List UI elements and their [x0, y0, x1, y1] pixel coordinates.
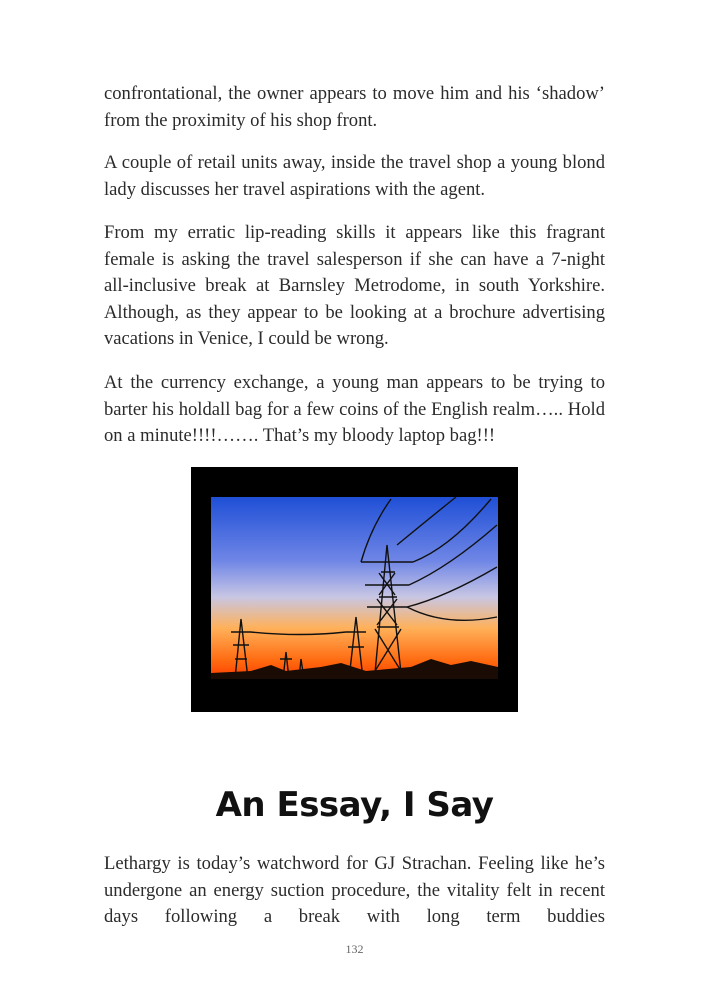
pylons-sunset-image	[191, 467, 518, 712]
paragraph	[104, 851, 605, 931]
page-number: 132	[345, 942, 364, 956]
paragraph-text: Lethargy is today’s watchword for GJ Strachan. Feeling like he’s undergone an energy suction procedure, the vitality felt in recent days following a break with long term buddies	[104, 853, 605, 927]
paragraph-text: From my erratic lip-reading skills it appears like this fragrant female is asking the travel salesperson if she can have a 7-night all-inclusive break at Barnsley Metrodome, in south Yorkshire. Although, as they appear to be looking at a brochure advertising vacations in Venice, I could be wrong.	[104, 222, 605, 349]
pylons-sunset-photo	[191, 467, 518, 712]
paragraph	[104, 150, 605, 203]
section-heading: An Essay, I Say	[215, 785, 494, 825]
paragraph	[104, 370, 605, 450]
paragraph-text: A couple of retail units away, inside the travel shop a young blond lady discusses her travel aspirations with the agent.	[104, 152, 605, 200]
paragraph	[104, 81, 605, 134]
paragraph-text: At the currency exchange, a young man appears to be trying to barter his holdall bag for a few coins of the English realm….. Hold on a minute!!!!……. That’s my bloody laptop bag!!!	[104, 372, 605, 446]
paragraph	[104, 220, 605, 353]
paragraph-text: confrontational, the owner appears to move him and his ‘shadow’ from the proximity of his shop front.	[104, 83, 605, 131]
